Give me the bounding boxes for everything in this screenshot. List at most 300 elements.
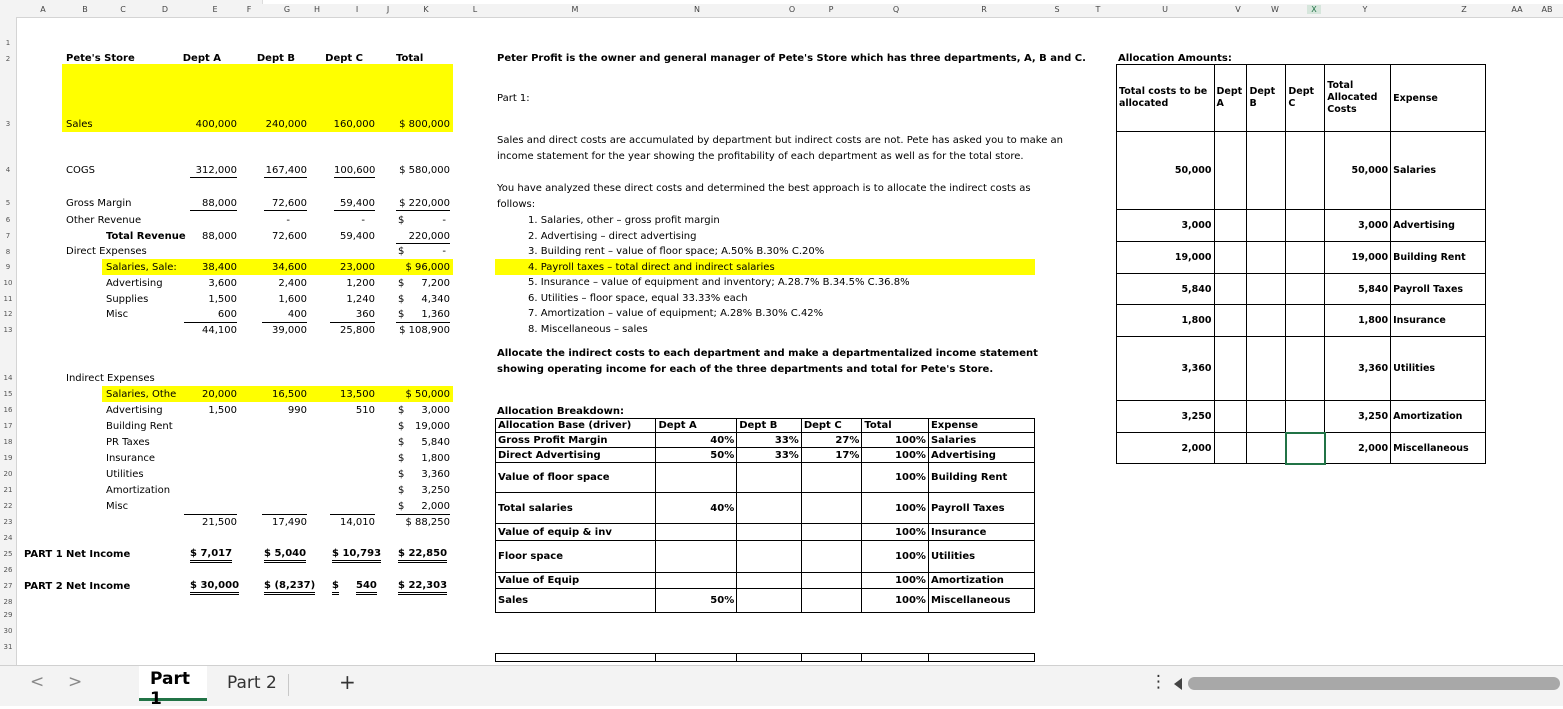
value-cell[interactable]: 72,600 xyxy=(272,231,307,242)
row-number[interactable]: 25 xyxy=(3,550,13,558)
row-label[interactable]: Direct Expenses xyxy=(66,246,147,257)
net-income-a[interactable]: $ 7,017 xyxy=(190,547,232,563)
row-number[interactable]: 28 xyxy=(3,598,13,606)
expense-cell[interactable]: Building Rent xyxy=(1391,242,1486,274)
value-cell[interactable]: 3,000 xyxy=(421,405,450,416)
alloc-cell[interactable] xyxy=(1214,210,1247,242)
expense-cell[interactable]: Utilities xyxy=(1391,337,1486,401)
row-label[interactable]: Misc xyxy=(106,309,129,320)
pct-cell[interactable]: 40% xyxy=(656,493,737,524)
rule-item[interactable]: 2. Advertising – direct advertising xyxy=(528,230,697,242)
row-number[interactable]: 26 xyxy=(3,566,13,574)
empty-cell[interactable] xyxy=(862,654,929,662)
value-cell[interactable]: 72,600 xyxy=(264,197,307,211)
breakdown-header[interactable]: Expense xyxy=(928,419,1034,433)
value-cell[interactable]: $ xyxy=(398,215,405,226)
col-header[interactable]: M xyxy=(571,5,579,14)
pct-cell[interactable]: 100% xyxy=(862,524,929,541)
value-cell[interactable]: $ 800,000 xyxy=(399,119,450,130)
expense-cell[interactable]: Miscellaneous xyxy=(928,589,1034,613)
col-header[interactable]: V xyxy=(1235,5,1241,14)
row-number[interactable]: 29 xyxy=(3,611,13,619)
row-number[interactable]: 11 xyxy=(3,295,13,303)
amount-cell[interactable]: 3,360 xyxy=(1325,337,1391,401)
row-number[interactable]: 8 xyxy=(5,248,11,256)
value-cell[interactable]: $ xyxy=(398,405,405,416)
value-cell[interactable]: 44,100 xyxy=(202,325,237,336)
pct-cell[interactable]: 40% xyxy=(656,433,737,448)
value-cell[interactable]: 13,500 xyxy=(340,389,375,400)
driver-cell[interactable]: Value of equip & inv xyxy=(496,524,656,541)
value-cell[interactable]: $ 220,000 xyxy=(396,197,450,211)
pct-cell[interactable]: 100% xyxy=(862,463,929,493)
row-label[interactable]: Gross Margin xyxy=(66,198,132,209)
col-header[interactable]: D xyxy=(161,5,169,14)
value-cell[interactable]: $ xyxy=(398,246,405,257)
value-cell[interactable]: 220,000 xyxy=(396,230,450,244)
driver-cell[interactable]: Direct Advertising xyxy=(496,448,656,463)
alloc-cell[interactable] xyxy=(1214,401,1247,433)
col-header[interactable]: B xyxy=(82,5,88,14)
value-cell[interactable]: 1,200 xyxy=(346,278,375,289)
amount-cell[interactable]: 5,840 xyxy=(1117,274,1215,305)
row-label[interactable]: Salaries, Sale: xyxy=(106,262,177,273)
pct-cell[interactable]: 50% xyxy=(656,589,737,613)
value-cell[interactable]: $ 580,000 xyxy=(399,165,450,176)
value-cell[interactable]: - xyxy=(361,215,365,226)
value-cell[interactable]: 17,490 xyxy=(272,517,307,528)
value-cell[interactable]: 88,000 xyxy=(202,231,237,242)
breakdown-header[interactable]: Dept B xyxy=(737,419,802,433)
pct-cell[interactable]: 100% xyxy=(862,493,929,524)
col-header[interactable]: L xyxy=(472,5,478,14)
rule-item[interactable]: 5. Insurance – value of equipment and inventory; A.28.7% B.34.5% C.36.8% xyxy=(528,277,910,288)
pct-cell[interactable]: 33% xyxy=(737,433,802,448)
col-header[interactable]: F xyxy=(246,5,252,14)
row-label[interactable]: Insurance xyxy=(106,453,156,464)
col-header[interactable]: G xyxy=(283,5,291,14)
alloc-cell[interactable] xyxy=(1214,132,1247,210)
value-cell[interactable]: 3,360 xyxy=(421,469,450,480)
row-label[interactable]: Amortization xyxy=(106,485,171,496)
value-cell[interactable]: 5,840 xyxy=(421,437,450,448)
net-income-total[interactable]: $ 22,850 xyxy=(398,547,447,563)
value-cell[interactable]: - xyxy=(286,215,290,226)
row-number[interactable]: 7 xyxy=(5,232,11,240)
net-income-total[interactable]: $ 22,303 xyxy=(398,579,447,595)
net-income-c[interactable]: $ 10,793 xyxy=(332,547,381,563)
col-header[interactable]: T xyxy=(1095,5,1101,14)
pct-cell[interactable] xyxy=(801,541,862,573)
value-cell[interactable]: 38,400 xyxy=(202,262,237,273)
col-header[interactable]: A xyxy=(40,5,46,14)
value-cell[interactable]: 240,000 xyxy=(265,119,307,130)
pct-cell[interactable]: 17% xyxy=(801,448,862,463)
expense-cell[interactable]: Miscellaneous xyxy=(1391,433,1486,464)
col-header[interactable]: O xyxy=(788,5,796,14)
pct-cell[interactable] xyxy=(801,524,862,541)
value-cell[interactable]: - xyxy=(442,215,446,226)
value-cell[interactable]: 25,800 xyxy=(340,325,375,336)
value-cell[interactable]: 7,200 xyxy=(421,278,450,289)
pct-cell[interactable] xyxy=(656,524,737,541)
empty-cell[interactable] xyxy=(928,654,1034,662)
col-header[interactable]: H xyxy=(313,5,320,14)
net-income-a[interactable]: $ 30,000 xyxy=(190,579,239,595)
row-number[interactable]: 3 xyxy=(5,120,11,128)
scroll-left-arrow-icon[interactable] xyxy=(1174,678,1182,690)
alloc-cell[interactable] xyxy=(1286,274,1325,305)
col-header[interactable]: AB xyxy=(1541,5,1553,14)
col-header[interactable]: R xyxy=(981,5,987,14)
row-label[interactable]: Total Revenue xyxy=(106,231,186,242)
row-number[interactable]: 27 xyxy=(3,582,13,590)
pct-cell[interactable] xyxy=(801,589,862,613)
alloc-cell[interactable] xyxy=(1247,401,1286,433)
row-label[interactable]: Sales xyxy=(66,119,93,130)
header-dept-c[interactable]: Dept C xyxy=(325,53,363,64)
net-income-b[interactable]: $ 5,040 xyxy=(264,547,306,563)
expense-cell[interactable]: Payroll Taxes xyxy=(928,493,1034,524)
value-cell[interactable]: 2,400 xyxy=(278,278,307,289)
expense-cell[interactable]: Amortization xyxy=(1391,401,1486,433)
value-cell[interactable]: - xyxy=(442,246,446,257)
pct-cell[interactable] xyxy=(656,541,737,573)
amount-cell[interactable]: 1,800 xyxy=(1325,305,1391,337)
amount-cell[interactable]: 1,800 xyxy=(1117,305,1215,337)
alloc-cell[interactable] xyxy=(1286,305,1325,337)
col-header-selected[interactable]: X xyxy=(1307,5,1321,14)
value-cell[interactable]: 1,500 xyxy=(208,294,237,305)
expense-cell[interactable]: Insurance xyxy=(1391,305,1486,337)
row-number[interactable]: 15 xyxy=(3,390,13,398)
alloc-cell[interactable] xyxy=(1247,305,1286,337)
alloc-cell[interactable] xyxy=(1247,433,1286,464)
expense-cell[interactable]: Salaries xyxy=(928,433,1034,448)
expense-cell[interactable]: Advertising xyxy=(1391,210,1486,242)
value-cell[interactable]: 160,000 xyxy=(333,119,375,130)
col-header[interactable]: P xyxy=(828,5,834,14)
store-name[interactable]: Pete's Store xyxy=(66,53,135,64)
value-cell[interactable]: $ xyxy=(398,469,405,480)
row-number[interactable]: 23 xyxy=(3,518,13,526)
value-cell[interactable]: 23,000 xyxy=(340,262,375,273)
value-cell[interactable]: 3,600 xyxy=(208,278,237,289)
alloc-cell[interactable] xyxy=(1286,210,1325,242)
col-header[interactable]: E xyxy=(212,5,218,14)
breakdown-header[interactable]: Allocation Base (driver) xyxy=(496,419,656,433)
col-header[interactable]: W xyxy=(1271,5,1279,14)
value-cell[interactable]: $ 108,900 xyxy=(399,325,450,336)
amount-cell[interactable]: 3,000 xyxy=(1325,210,1391,242)
row-number[interactable]: 9 xyxy=(5,263,11,271)
expense-cell[interactable]: Amortization xyxy=(928,573,1034,589)
rule-item[interactable]: 4. Payroll taxes – total direct and indirect salaries xyxy=(528,261,775,273)
part1-label2[interactable]: Net Income xyxy=(66,549,131,560)
breakdown-title[interactable]: Allocation Breakdown: xyxy=(497,406,624,417)
alloc-cell[interactable] xyxy=(1247,274,1286,305)
pct-cell[interactable]: 100% xyxy=(862,448,929,463)
value-cell[interactable]: 4,340 xyxy=(421,294,450,305)
header-dept-a[interactable]: Dept A xyxy=(182,53,221,64)
value-cell[interactable]: 1,500 xyxy=(208,405,237,416)
value-cell[interactable]: $ xyxy=(398,501,405,512)
pct-cell[interactable]: 27% xyxy=(801,433,862,448)
rule-item[interactable]: 8. Miscellaneous – sales xyxy=(528,323,648,335)
value-cell[interactable]: $ 88,250 xyxy=(405,517,450,528)
value-cell[interactable]: 19,000 xyxy=(415,421,450,432)
amount-cell[interactable]: 3,250 xyxy=(1325,401,1391,433)
rule-item[interactable]: 6. Utilities – floor space, equal 33.33% each xyxy=(528,292,748,304)
row-number[interactable]: 21 xyxy=(3,486,13,494)
value-cell[interactable]: 88,000 xyxy=(190,197,237,211)
expense-cell[interactable]: Salaries xyxy=(1391,132,1486,210)
value-cell[interactable]: $ xyxy=(398,437,405,448)
col-header[interactable]: J xyxy=(386,5,390,14)
row-number[interactable]: 14 xyxy=(3,374,13,382)
allocation-header[interactable]: Dept A xyxy=(1214,65,1247,132)
amount-cell[interactable]: 2,000 xyxy=(1117,433,1215,464)
pct-cell[interactable] xyxy=(737,541,802,573)
value-cell[interactable]: 59,400 xyxy=(334,197,375,211)
col-header[interactable]: C xyxy=(120,5,126,14)
col-header[interactable]: U xyxy=(1162,5,1168,14)
empty-cell[interactable] xyxy=(737,654,802,662)
row-number[interactable]: 31 xyxy=(3,643,13,651)
value-cell[interactable]: 39,000 xyxy=(272,325,307,336)
value-cell[interactable]: 990 xyxy=(287,405,307,416)
driver-cell[interactable]: Sales xyxy=(496,589,656,613)
instruction-text[interactable]: Allocate the indirect costs to each department and make a departmentalized income statement showing operating income for each of the three departments and total for Pete's Store. xyxy=(497,348,1038,375)
rule-item[interactable]: 1. Salaries, other – gross profit margin xyxy=(528,215,720,226)
paragraph-1[interactable]: Sales and direct costs are accumulated by department but indirect costs are not. Pete has asked you to make an income statement for the year showing the profitability of each department as well as for the total store. xyxy=(497,135,1064,162)
pct-cell[interactable]: 50% xyxy=(656,448,737,463)
expense-cell[interactable]: Payroll Taxes xyxy=(1391,274,1486,305)
intro-text[interactable]: Peter Profit is the owner and general manager of Pete's Store which has three departments, A, B and C. xyxy=(497,53,1086,64)
alloc-cell[interactable] xyxy=(1286,401,1325,433)
value-cell[interactable]: $ xyxy=(398,485,405,496)
value-cell[interactable]: 360 xyxy=(355,309,375,320)
value-cell[interactable]: 20,000 xyxy=(202,389,237,400)
col-header[interactable]: S xyxy=(1054,5,1060,14)
allocation-header[interactable]: Dept C xyxy=(1286,65,1325,132)
row-label[interactable]: Other Revenue xyxy=(66,215,142,226)
pct-cell[interactable] xyxy=(801,493,862,524)
value-cell[interactable]: $ 96,000 xyxy=(405,262,450,273)
driver-cell[interactable]: Total salaries xyxy=(496,493,656,524)
amount-cell[interactable]: 50,000 xyxy=(1325,132,1391,210)
amount-cell[interactable]: 3,360 xyxy=(1117,337,1215,401)
pct-cell[interactable] xyxy=(737,524,802,541)
amount-cell[interactable]: 3,250 xyxy=(1117,401,1215,433)
alloc-cell[interactable] xyxy=(1247,242,1286,274)
part1-label[interactable]: PART 1 xyxy=(24,549,63,560)
tab-part-1[interactable] xyxy=(139,666,207,709)
value-cell[interactable]: 16,500 xyxy=(272,389,307,400)
value-cell[interactable]: 14,010 xyxy=(340,517,375,528)
pct-cell[interactable] xyxy=(801,463,862,493)
value-cell[interactable]: 1,800 xyxy=(421,453,450,464)
value-cell[interactable]: 167,400 xyxy=(265,165,307,176)
value-cell[interactable]: $ xyxy=(398,309,405,320)
driver-cell[interactable]: Value of Equip xyxy=(496,573,656,589)
row-label[interactable]: Indirect Expenses xyxy=(66,373,155,384)
driver-cell[interactable]: Gross Profit Margin xyxy=(496,433,656,448)
row-label[interactable]: COGS xyxy=(66,165,95,176)
value-cell[interactable]: $ xyxy=(398,421,405,432)
value-cell[interactable]: 510 xyxy=(355,405,375,416)
net-income-b[interactable]: $ (8,237) xyxy=(264,579,315,595)
row-number[interactable]: 12 xyxy=(3,310,13,318)
pct-cell[interactable] xyxy=(801,573,862,589)
pct-cell[interactable]: 100% xyxy=(862,573,929,589)
alloc-cell[interactable] xyxy=(1214,242,1247,274)
pct-cell[interactable] xyxy=(737,573,802,589)
value-cell[interactable]: $ xyxy=(398,278,405,289)
value-cell[interactable]: 400,000 xyxy=(195,119,237,130)
part2-label2[interactable]: Net Income xyxy=(66,581,131,592)
allocation-title[interactable]: Allocation Amounts: xyxy=(1118,53,1232,64)
net-income-c[interactable]: 540 xyxy=(356,579,377,595)
driver-cell[interactable]: Value of floor space xyxy=(496,463,656,493)
row-label[interactable]: Salaries, Othe xyxy=(106,389,177,400)
amount-cell[interactable]: 3,000 xyxy=(1117,210,1215,242)
col-header[interactable]: Z xyxy=(1461,5,1467,14)
alloc-cell[interactable] xyxy=(1247,210,1286,242)
row-label[interactable]: Misc xyxy=(106,501,129,512)
row-label[interactable]: Supplies xyxy=(106,294,149,305)
pct-cell[interactable]: 33% xyxy=(737,448,802,463)
alloc-cell[interactable] xyxy=(1247,132,1286,210)
rule-item[interactable]: 3. Building rent – value of floor space; A.50% B.30% C.20% xyxy=(528,246,825,257)
value-cell[interactable]: 1,240 xyxy=(346,294,375,305)
paragraph-2[interactable]: You have analyzed these direct costs and determined the best approach is to allocate the indirect costs as follows: xyxy=(497,183,1031,210)
col-header[interactable]: K xyxy=(423,5,429,14)
tab-part-2[interactable]: Part 2 xyxy=(227,673,277,693)
breakdown-header[interactable]: Total xyxy=(862,419,929,433)
amount-cell[interactable]: 50,000 xyxy=(1117,132,1215,210)
pct-cell[interactable]: 100% xyxy=(862,541,929,573)
row-label[interactable]: Building Rent xyxy=(106,421,173,432)
selected-cell[interactable] xyxy=(1286,433,1325,464)
empty-cell[interactable] xyxy=(656,654,737,662)
empty-cell[interactable] xyxy=(801,654,862,662)
value-cell[interactable]: $ xyxy=(398,453,405,464)
alloc-cell[interactable] xyxy=(1247,337,1286,401)
alloc-cell[interactable] xyxy=(1214,305,1247,337)
part2-label[interactable]: PART 2 xyxy=(24,581,63,592)
row-label[interactable]: Advertising xyxy=(106,278,163,289)
amount-cell[interactable]: 19,000 xyxy=(1117,242,1215,274)
allocation-header[interactable]: Dept B xyxy=(1247,65,1286,132)
horizontal-scrollbar[interactable] xyxy=(1188,677,1560,690)
row-number[interactable]: 24 xyxy=(3,534,13,542)
row-number[interactable]: 18 xyxy=(3,438,13,446)
value-cell[interactable]: 312,000 xyxy=(190,164,237,178)
row-number[interactable]: 19 xyxy=(3,454,13,462)
value-cell[interactable]: 400 xyxy=(287,309,307,320)
pct-cell[interactable] xyxy=(737,463,802,493)
alloc-cell[interactable] xyxy=(1286,132,1325,210)
scroll-right-icon[interactable]: > xyxy=(68,672,83,692)
value-cell[interactable]: 2,000 xyxy=(421,501,450,512)
value-cell[interactable]: $ xyxy=(398,294,405,305)
value-cell[interactable]: 59,400 xyxy=(340,231,375,242)
allocation-header[interactable]: Expense xyxy=(1391,65,1486,132)
row-number[interactable]: 13 xyxy=(3,326,13,334)
col-header[interactable]: Y xyxy=(1362,5,1368,14)
row-number[interactable]: 16 xyxy=(3,406,13,414)
value-cell[interactable]: 3,250 xyxy=(421,485,450,496)
value-cell[interactable]: 1,600 xyxy=(278,294,307,305)
row-label[interactable]: Advertising xyxy=(106,405,163,416)
pct-cell[interactable] xyxy=(656,463,737,493)
allocation-header[interactable]: Total Allocated Costs xyxy=(1325,65,1391,132)
amount-cell[interactable]: 2,000 xyxy=(1325,433,1391,464)
row-number[interactable]: 10 xyxy=(3,279,13,287)
expense-cell[interactable]: Building Rent xyxy=(928,463,1034,493)
net-income-c-symbol[interactable]: $ xyxy=(332,579,339,595)
allocation-header[interactable]: Total costs to be allocated xyxy=(1117,65,1215,132)
row-number[interactable]: 22 xyxy=(3,502,13,510)
value-cell[interactable]: 21,500 xyxy=(202,517,237,528)
row-number[interactable]: 6 xyxy=(5,216,11,224)
alloc-cell[interactable] xyxy=(1286,242,1325,274)
pct-cell[interactable]: 100% xyxy=(862,433,929,448)
col-header[interactable]: Q xyxy=(892,5,900,14)
value-cell[interactable]: $ 50,000 xyxy=(405,389,450,400)
col-header[interactable]: N xyxy=(694,5,700,14)
row-label[interactable]: Utilities xyxy=(106,469,144,480)
alloc-cell[interactable] xyxy=(1214,337,1247,401)
add-sheet-icon[interactable]: + xyxy=(339,670,356,694)
row-number[interactable]: 5 xyxy=(5,199,11,207)
expense-cell[interactable]: Insurance xyxy=(928,524,1034,541)
row-label[interactable]: PR Taxes xyxy=(106,437,150,448)
row-number[interactable]: 20 xyxy=(3,470,13,478)
driver-cell[interactable]: Floor space xyxy=(496,541,656,573)
col-header[interactable]: I xyxy=(355,5,359,14)
alloc-cell[interactable] xyxy=(1286,337,1325,401)
pct-cell[interactable] xyxy=(737,589,802,613)
amount-cell[interactable]: 5,840 xyxy=(1325,274,1391,305)
empty-cell[interactable] xyxy=(496,654,656,662)
pct-cell[interactable]: 100% xyxy=(862,589,929,613)
breakdown-header[interactable]: Dept C xyxy=(801,419,862,433)
part1-heading[interactable]: Part 1: xyxy=(497,93,530,104)
alloc-cell[interactable] xyxy=(1214,274,1247,305)
row-number[interactable]: 1 xyxy=(5,39,11,47)
value-cell[interactable]: 100,600 xyxy=(334,165,376,176)
pct-cell[interactable] xyxy=(737,493,802,524)
expense-cell[interactable]: Utilities xyxy=(928,541,1034,573)
value-cell[interactable]: 600 xyxy=(217,309,237,320)
header-dept-b[interactable]: Dept B xyxy=(256,53,295,64)
more-options-icon[interactable]: ⋮ xyxy=(1150,672,1167,692)
amount-cell[interactable]: 19,000 xyxy=(1325,242,1391,274)
scroll-left-icon[interactable]: < xyxy=(30,672,45,692)
row-number[interactable]: 30 xyxy=(3,627,13,635)
rule-item[interactable]: 7. Amortization – value of equipment; A.28% B.30% C.42% xyxy=(528,308,824,319)
alloc-cell[interactable] xyxy=(1214,433,1247,464)
row-number[interactable]: 4 xyxy=(5,166,11,174)
expense-cell[interactable]: Advertising xyxy=(928,448,1034,463)
header-total[interactable]: Total xyxy=(396,53,424,64)
row-number[interactable]: 2 xyxy=(5,55,11,63)
col-header[interactable]: AA xyxy=(1511,5,1523,14)
row-number[interactable]: 17 xyxy=(3,422,13,430)
value-cell[interactable]: 34,600 xyxy=(272,262,307,273)
